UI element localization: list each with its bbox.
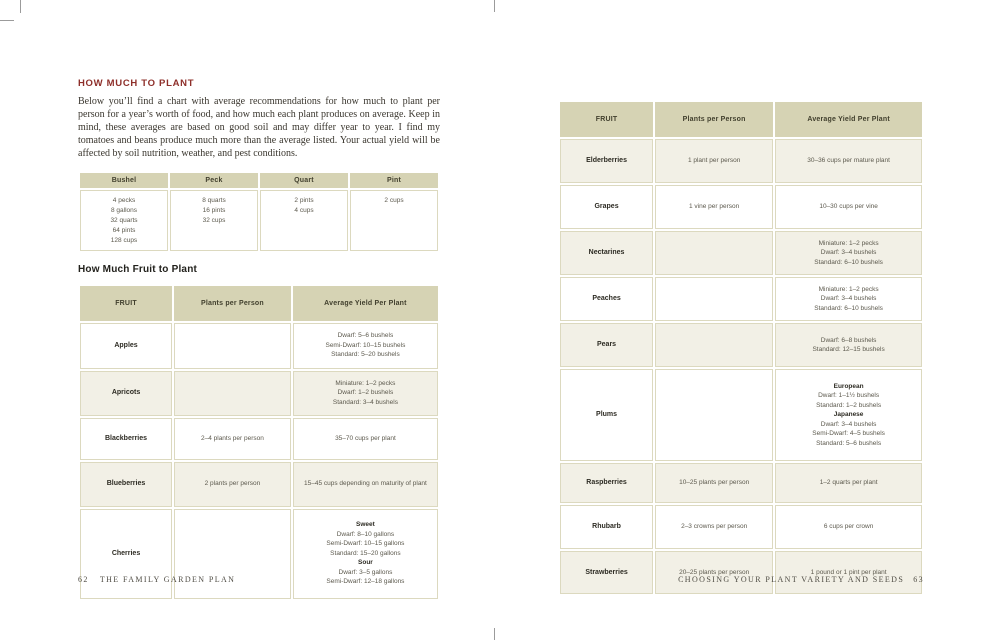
yield-cell: 35–70 cups per plant — [293, 418, 438, 460]
yield-line: Miniature: 1–2 pecks — [818, 239, 879, 247]
column-header: FRUIT — [560, 102, 653, 137]
yield-line: Standard: 5–20 bushels — [331, 351, 400, 359]
conversion-line: 32 quarts — [110, 216, 138, 224]
page-footer-right — [558, 575, 924, 584]
fruit-cell: Nectarines — [560, 231, 653, 275]
yield-line: Sour — [358, 559, 373, 567]
table-header-row — [560, 102, 922, 137]
conversion-cell — [170, 190, 258, 251]
chapter-title: CHOOSING YOUR PLANT VARIETY AND SEEDS — [678, 575, 905, 584]
yield-line: Dwarf: 5–6 bushels — [337, 332, 394, 340]
yield-line: Miniature: 1–2 pecks — [818, 285, 879, 293]
table-row — [560, 369, 922, 461]
table-row — [560, 185, 922, 229]
yield-cell: 6 cups per crown — [775, 505, 922, 549]
conversion-line: 8 quarts — [202, 196, 226, 204]
fruit-cell: Pears — [560, 323, 653, 367]
plants-cell: 2–4 plants per person — [174, 418, 291, 460]
yield-line: Japanese — [833, 411, 864, 419]
fruit-cell: Rhubarb — [560, 505, 653, 549]
plants-cell — [655, 323, 773, 367]
yield-cell — [293, 323, 438, 369]
yield-line: Standard: 6–10 bushels — [814, 304, 883, 312]
table-row — [80, 462, 438, 507]
fruit-table-right — [558, 100, 924, 596]
table-row — [80, 190, 438, 251]
page-number: 63 — [913, 575, 924, 584]
plants-cell — [655, 231, 773, 275]
yield-line: Dwarf: 3–4 bushels — [820, 420, 877, 428]
yield-line: Dwarf: 8–10 gallons — [336, 530, 395, 538]
yield-line: Dwarf: 3–4 bushels — [820, 249, 877, 257]
yield-line: Semi-Dwarf: 4–5 bushels — [812, 430, 885, 438]
yield-line: Semi-Dwarf: 10–15 bushels — [325, 341, 406, 349]
fruit-cell: Blackberries — [80, 418, 172, 460]
yield-line: Dwarf: 3–5 gallons — [338, 568, 393, 576]
page-footer-left — [78, 575, 235, 584]
column-header: Pint — [350, 173, 438, 188]
fruit-table-heading: How Much Fruit to Plant — [78, 263, 198, 275]
conversion-line: 2 cups — [384, 196, 404, 204]
conversion-line: 4 cups — [294, 206, 314, 214]
fruit-cell: Strawberries — [560, 551, 653, 594]
plants-cell — [174, 371, 291, 416]
conversion-cell — [80, 190, 168, 251]
yield-line: Miniature: 1–2 pecks — [335, 379, 396, 387]
fruit-cell: Blueberries — [80, 462, 172, 507]
column-header: Peck — [170, 173, 258, 188]
conversion-line: 32 cups — [202, 216, 226, 224]
yield-cell: 1 pound or 1 pint per plant — [775, 551, 922, 594]
crop-mark-top-left-v — [20, 0, 21, 13]
crop-mark-bottom-center — [494, 628, 495, 640]
plants-cell — [174, 509, 291, 599]
yield-line: European — [833, 382, 864, 390]
yield-line: Sweet — [356, 521, 375, 529]
column-header: Quart — [260, 173, 348, 188]
table-row — [80, 323, 438, 369]
plants-cell — [655, 277, 773, 321]
plants-cell: 1 vine per person — [655, 185, 773, 229]
table-row — [560, 231, 922, 275]
plants-cell: 2–3 crowns per person — [655, 505, 773, 549]
yield-line: Dwarf: 3–4 bushels — [820, 295, 877, 303]
plants-cell: 1 plant per person — [655, 139, 773, 183]
page-number: 62 — [78, 575, 89, 584]
yield-cell — [775, 231, 922, 275]
conversion-line: 16 pints — [202, 206, 226, 214]
yield-line: Standard: 6–10 bushels — [814, 258, 883, 266]
yield-cell — [775, 323, 922, 367]
yield-cell — [293, 509, 438, 599]
table-row — [560, 323, 922, 367]
table-row — [80, 418, 438, 460]
table-row — [560, 463, 922, 503]
yield-line: Dwarf: 6–8 bushels — [820, 336, 877, 344]
yield-line: Standard: 12–15 bushels — [812, 346, 885, 353]
conversion-line: 2 pints — [294, 196, 314, 204]
yield-line: Dwarf: 1–2 bushels — [337, 389, 394, 397]
table-row — [80, 371, 438, 416]
conversion-line: 128 cups — [110, 236, 138, 244]
fruit-table-left — [78, 284, 440, 601]
table-row — [560, 551, 922, 594]
yield-cell: 15–45 cups depending on maturity of plant — [293, 462, 438, 507]
section-heading: HOW MUCH TO PLANT — [78, 78, 195, 89]
conversion-line: 8 gallons — [110, 206, 138, 214]
column-header: Average Yield Per Plant — [293, 286, 438, 321]
plants-cell — [174, 323, 291, 369]
conversion-cell — [350, 190, 438, 251]
conversion-table — [78, 171, 440, 253]
intro-paragraph: Below you’ll find a chart with average recommendations for how much to plant per person for a year’s worth of food, and how much each plant produces on average. Keep in mind, these averages are based on good soil and may differ year to year. I find my tomatoes and beans produce much more than the average listed. Your actual yield will be affected by soil nutrition, weather, and pest conditions. — [78, 96, 440, 159]
table-row — [80, 509, 438, 599]
column-header: FRUIT — [80, 286, 172, 321]
yield-line: Dwarf: 1–1½ bushels — [818, 392, 880, 400]
left-page — [78, 78, 440, 601]
yield-cell: 1–2 quarts per plant — [775, 463, 922, 503]
yield-cell — [775, 369, 922, 461]
fruit-cell: Cherries — [80, 509, 172, 599]
yield-cell: 30–36 cups per mature plant — [775, 139, 922, 183]
yield-line: Standard: 1–2 bushels — [816, 401, 882, 409]
column-header: Plants per Person — [174, 286, 291, 321]
yield-cell — [293, 371, 438, 416]
column-header: Bushel — [80, 173, 168, 188]
fruit-cell: Apricots — [80, 371, 172, 416]
conversion-cell — [260, 190, 348, 251]
column-header: Average Yield Per Plant — [775, 102, 922, 137]
plants-cell: 10–25 plants per person — [655, 463, 773, 503]
table-row — [560, 277, 922, 321]
crop-mark-top-center — [494, 0, 495, 12]
yield-cell — [775, 277, 922, 321]
yield-cell: 10–30 cups per vine — [775, 185, 922, 229]
table-header-row — [80, 173, 438, 188]
book-title: THE FAMILY GARDEN PLAN — [99, 575, 236, 584]
yield-line: Standard: 5–6 bushels — [816, 439, 882, 447]
fruit-cell: Grapes — [560, 185, 653, 229]
column-header: Plants per Person — [655, 102, 773, 137]
conversion-line: 64 pints — [112, 226, 136, 234]
fruit-cell: Elderberries — [560, 139, 653, 183]
yield-line: Standard: 15–20 gallons — [330, 549, 401, 557]
fruit-cell: Peaches — [560, 277, 653, 321]
table-row — [560, 505, 922, 549]
plants-cell: 2 plants per person — [174, 462, 291, 507]
conversion-line: 4 pecks — [112, 196, 136, 204]
plants-cell — [655, 369, 773, 461]
table-header-row — [80, 286, 438, 321]
fruit-cell: Plums — [560, 369, 653, 461]
table-row — [560, 139, 922, 183]
yield-line: Semi-Dwarf: 12–18 gallons — [326, 578, 405, 586]
plants-cell: 20–25 plants per person — [655, 551, 773, 594]
fruit-cell: Raspberries — [560, 463, 653, 503]
right-page — [558, 100, 924, 596]
crop-mark-top-left-h — [0, 20, 14, 21]
yield-line: Standard: 3–4 bushels — [332, 398, 398, 406]
yield-line: Semi-Dwarf: 10–15 gallons — [326, 540, 405, 548]
fruit-cell: Apples — [80, 323, 172, 369]
